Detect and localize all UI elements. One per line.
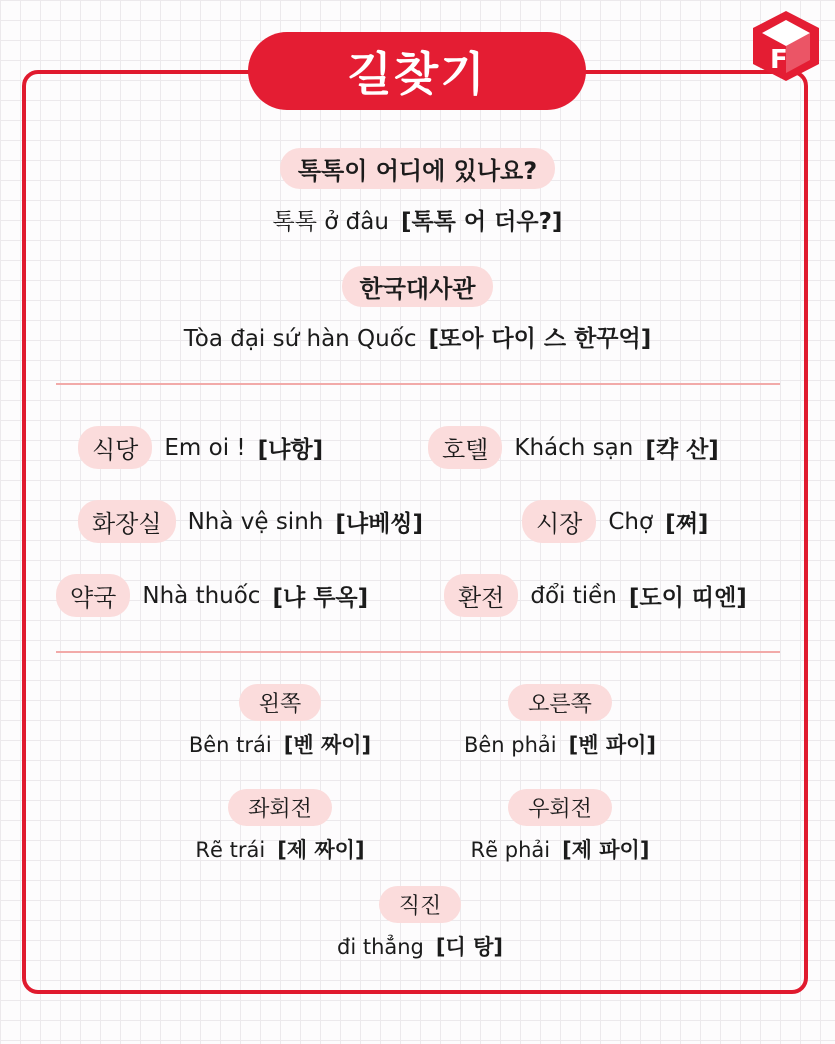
direction-item-straight [280,886,560,961]
direction-vietnamese: Bên trái [188,733,272,757]
place-vietnamese: Em oi ! [164,434,246,461]
place-korean: 환전 [444,574,518,617]
page-title: 길찾기 [248,32,586,110]
place-korean: 약국 [56,574,130,617]
svg-text:F: F [770,45,788,75]
direction-pronunciation: [벤 짜이] [283,733,372,757]
direction-korean: 좌회전 [228,789,332,826]
direction-korean: 직진 [379,886,462,923]
direction-pronunciation: [제 짜이] [277,838,365,862]
direction-korean: 오른쪽 [508,684,612,721]
direction-item-turn-left [150,789,410,864]
place-pronunciation: [도이 띠엔] [628,585,747,611]
direction-item-turn-right [430,789,690,864]
phrase-translation [0,320,835,353]
phrase-pronunciation: [또아 다이 스 한꾸억] [428,326,652,352]
phrase-block-embassy [0,266,835,307]
phrase-korean: 톡톡이 어디에 있나요? [280,148,555,189]
direction-pronunciation: [디 탕] [435,935,503,959]
place-item-restroom [78,500,423,543]
direction-item-left [150,684,410,759]
phrase-translation [0,203,835,236]
place-vietnamese: đổi tiền [530,582,617,609]
place-pronunciation: [캭 산] [645,437,719,463]
place-item-restaurant [78,426,323,469]
place-item-pharmacy [56,574,368,617]
divider [56,651,780,653]
direction-vietnamese: Rẽ trái [195,838,266,862]
place-pronunciation: [냐항] [257,437,324,463]
divider [56,383,780,385]
place-item-exchange [444,574,747,617]
place-vietnamese: Khách sạn [514,434,634,461]
phrase-block-where [0,148,835,189]
place-korean: 화장실 [78,500,176,543]
place-korean: 호텔 [428,426,502,469]
place-pronunciation: [냐베씽] [335,511,424,537]
direction-korean: 우회전 [508,789,612,826]
place-item-market [522,500,708,543]
phrase-vietnamese: 톡톡 ở đâu [272,209,389,235]
direction-korean: 왼쪽 [239,684,322,721]
cube-logo-icon [748,8,824,84]
direction-vietnamese: Rẽ phải [470,838,551,862]
direction-vietnamese: đi thẳng [337,935,424,959]
place-vietnamese: Chợ [608,508,654,535]
place-korean: 식당 [78,426,152,469]
place-item-hotel [428,426,719,469]
direction-vietnamese: Bên phải [463,733,557,757]
place-vietnamese: Nhà vệ sinh [187,508,324,535]
direction-item-right [430,684,690,759]
direction-pronunciation: [제 파이] [562,838,650,862]
direction-pronunciation: [벤 파이] [568,733,657,757]
place-korean: 시장 [522,500,596,543]
place-pronunciation: [냐 투옥] [272,585,369,611]
phrase-korean: 한국대사관 [342,266,494,307]
phrase-vietnamese: Tòa đại sứ hàn Quốc [183,326,417,352]
phrase-pronunciation: [톡톡 어 더우?] [400,209,563,235]
place-pronunciation: [쪄] [665,511,709,537]
place-vietnamese: Nhà thuốc [142,582,261,609]
